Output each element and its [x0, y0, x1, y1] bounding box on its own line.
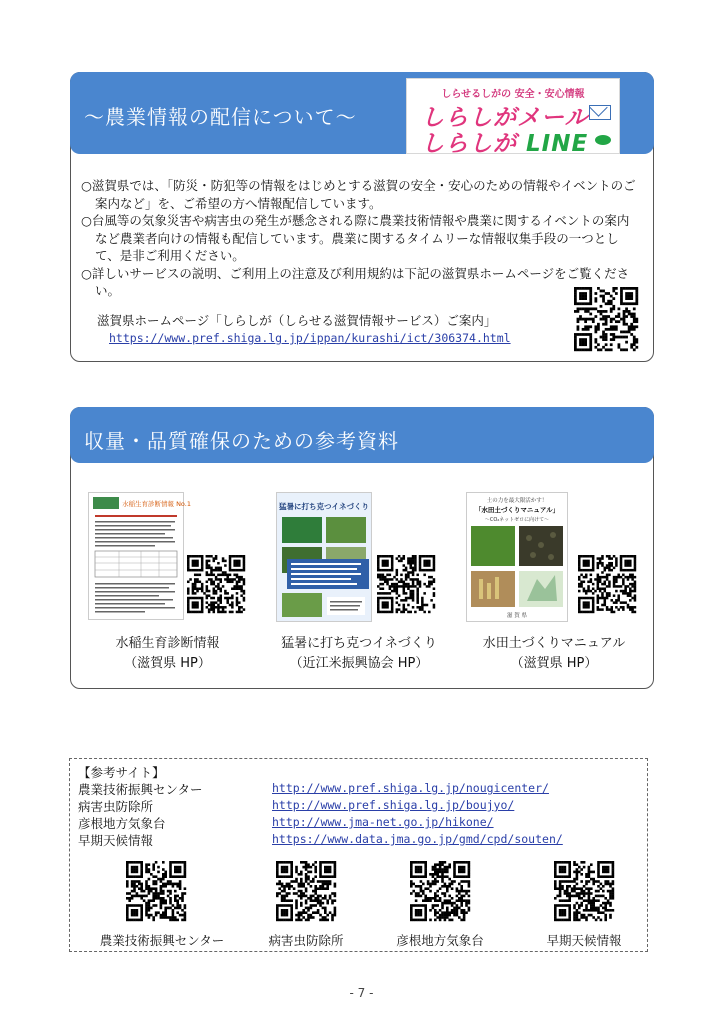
reference-materials-section: [70, 407, 654, 689]
doc-caption-title: 水田土づくりマニュアル: [482, 636, 626, 651]
intro-text: [81, 177, 641, 300]
qr-code-icon[interactable]: [187, 555, 245, 613]
qr-code-icon[interactable]: [578, 555, 636, 613]
doc-caption: [469, 634, 639, 674]
banner-line-word: LINE: [526, 131, 589, 157]
qr-caption: 農業技術振興センター: [99, 933, 225, 948]
doc-caption-title: 猛暑に打ち克つイネづくり: [281, 636, 437, 651]
doc-caption-source: （滋賀県 HP）: [510, 656, 598, 671]
reference-sites-box: [69, 758, 648, 952]
doc-thumbnail-soil-manual[interactable]: [466, 492, 568, 622]
ref-name: 農業技術振興センター: [78, 782, 203, 797]
doc-thumbnail-rice-diagnosis[interactable]: [88, 492, 191, 620]
paragraph: ○詳しいサービスの説明、ご利用上の注意及び利用規約は下記の滋賀県ホームページをご覧ください。: [81, 265, 630, 298]
banner-line-prefix: しらしが: [421, 131, 517, 157]
envelope-icon: [589, 105, 611, 120]
doc-caption: [85, 634, 250, 674]
paragraph: ○滋賀県では、「防災・防犯等の情報をはじめとする滋賀の安全・安心のための情報やイベントのご案内など」を、ご希望の方へ情報配信しています。: [81, 178, 636, 211]
ref-link[interactable]: http://www.pref.shiga.lg.jp/boujyo/: [272, 798, 515, 812]
qr-code-icon[interactable]: [126, 861, 186, 921]
doc-thumbnail-heat-rice[interactable]: [276, 492, 372, 622]
banner-mail-text: しらしがメール: [421, 105, 589, 131]
qr-code-icon[interactable]: [554, 861, 614, 921]
qr-code-icon[interactable]: [276, 861, 336, 921]
section-header: [70, 407, 654, 463]
ref-link[interactable]: http://www.jma-net.go.jp/hikone/: [272, 815, 494, 829]
ref-name: 病害虫防除所: [78, 799, 154, 814]
qr-caption: 病害虫防除所: [268, 933, 344, 948]
shirashiga-banner[interactable]: [406, 78, 620, 157]
doc-caption-title: 水稲生育診断情報: [115, 636, 220, 651]
ref-name: 彦根地方気象台: [78, 816, 166, 831]
section-header: [70, 72, 654, 157]
doc-caption-source: （近江米振興協会 HP）: [289, 656, 429, 671]
banner-line-text: [421, 125, 588, 158]
thumb-top: 土の力を最大限活かす！: [486, 498, 548, 504]
mail-service-section: [70, 72, 654, 362]
homepage-label: 滋賀県ホームページ「しらしが（しらせる滋賀情報サービス）ご案内」: [97, 313, 497, 328]
thumb-title: 「水田土づくりマニュアル」: [474, 506, 560, 514]
ref-link[interactable]: https://www.data.jma.go.jp/gmd/cpd/souten/: [272, 832, 563, 846]
doc-caption: [264, 634, 454, 674]
qr-code-icon[interactable]: [574, 287, 638, 351]
thumb-footer: 滋 賀 県: [507, 613, 527, 619]
paragraph: ○台風等の気象災害や病害虫の発生が懸念される際に農業技術情報や農業に関するイベントの案内など農業者向けの情報も配信しています。農業に関するタイムリーな情報収集手段の一つとして、是非ご利用ください。: [81, 213, 630, 263]
ref-link[interactable]: http://www.pref.shiga.lg.jp/nougicenter/: [272, 781, 549, 795]
qr-caption: 彦根地方気象台: [396, 933, 484, 948]
banner-tagline: しらせるしがの 安全・安心情報: [441, 89, 585, 100]
qr-caption: 早期天候情報: [546, 933, 622, 948]
section-title: 収量・品質確保のための参考資料: [84, 429, 399, 453]
thumb-title: 猛暑に打ち克つイネづくり: [279, 502, 369, 511]
page-number: - 7 -: [349, 986, 374, 1000]
qr-code-icon[interactable]: [377, 555, 435, 613]
doc-caption-source: （滋賀県 HP）: [124, 656, 211, 671]
ref-heading: 【参考サイト】: [78, 765, 165, 780]
chat-bubble-icon: [595, 135, 611, 145]
thumb-sub: ～CO₂ネットゼロに向けて～: [484, 517, 550, 523]
ref-name: 早期天候情報: [78, 833, 154, 848]
thumb-title: 水稲生育診断情報 No.1: [122, 500, 191, 508]
qr-code-icon[interactable]: [410, 861, 470, 921]
homepage-link[interactable]: https://www.pref.shiga.lg.jp/ippan/kurashi/ict/306374.html: [109, 331, 511, 345]
section-title: ～農業情報の配信について～: [84, 105, 357, 129]
